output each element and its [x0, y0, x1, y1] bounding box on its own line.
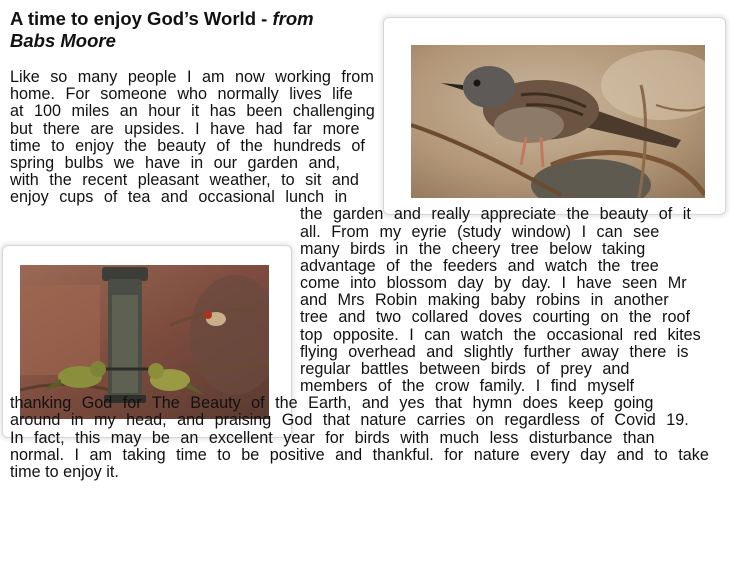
- article-line: flying overhead and slightly further away there is: [300, 342, 689, 361]
- photo-frame-bird-branch: [383, 17, 726, 215]
- article-line: around in my head, and praising God that nature carries on regardless of Covid 19.: [10, 411, 689, 430]
- article-line: members of the crow family. I find myself: [300, 377, 635, 396]
- article-line: Like so many people I am now working from: [10, 68, 374, 86]
- article-line: home. For someone who normally lives life: [10, 85, 353, 104]
- feeder-cap: [102, 267, 148, 281]
- article-line: time to enjoy the beauty of the hundreds of: [10, 136, 365, 155]
- article-line: normal. I am taking time to be positive and thankful. for nature every day and to take: [10, 445, 709, 464]
- author-name: Babs Moore: [10, 30, 116, 51]
- article-line: thanking God for The Beauty of the Earth, and yes that hymn does keep going: [10, 394, 654, 413]
- article-line: time to enjoy it.: [10, 462, 119, 481]
- greenfinch-left-head: [90, 361, 106, 377]
- goldfinch-head: [204, 311, 212, 319]
- title-main: A time to enjoy God’s World: [10, 8, 256, 29]
- article-line: many birds in the cheery tree below taking: [300, 239, 646, 258]
- article-line: spring bulbs we have in our garden and,: [10, 153, 340, 172]
- article-line: enjoy cups of tea and occasional lunch in: [10, 188, 348, 207]
- title-from: from: [272, 8, 314, 29]
- article-line: the garden and really appreciate the beauty of it: [300, 205, 691, 224]
- article-line: top opposite. I can watch the occasional red kites: [300, 325, 701, 344]
- bird-eye: [474, 80, 481, 87]
- bird-head: [463, 66, 515, 108]
- article-line: come into blossom day by day. I have seen Mr: [300, 274, 687, 293]
- article-title: [10, 8, 380, 52]
- article-line: advantage of the feeders and watch the tree: [300, 256, 659, 275]
- article-line: all. From my eyrie (study window) I can see: [300, 222, 660, 241]
- article-line: tree and two collared doves courting on the roof: [300, 308, 690, 327]
- title-separator: -: [256, 8, 273, 29]
- article-line: regular battles between birds of prey and: [300, 359, 630, 378]
- article-line: but there are upsides. I have had far more: [10, 119, 360, 138]
- greenfinch-right-head: [148, 363, 164, 379]
- bird-on-branch-photo: [411, 45, 705, 198]
- bird-breast: [494, 107, 564, 143]
- feeder-seeds: [112, 295, 138, 393]
- article-line: at 100 miles an hour it has been challenging: [10, 102, 375, 121]
- article-line: with the recent pleasant weather, to sit and: [10, 171, 359, 190]
- photo2-brick-wall: [20, 285, 100, 375]
- article-line: In fact, this may be an excellent year for birds with much less disturbance than: [10, 428, 655, 447]
- article-line: and Mrs Robin making baby robins in another: [300, 291, 669, 310]
